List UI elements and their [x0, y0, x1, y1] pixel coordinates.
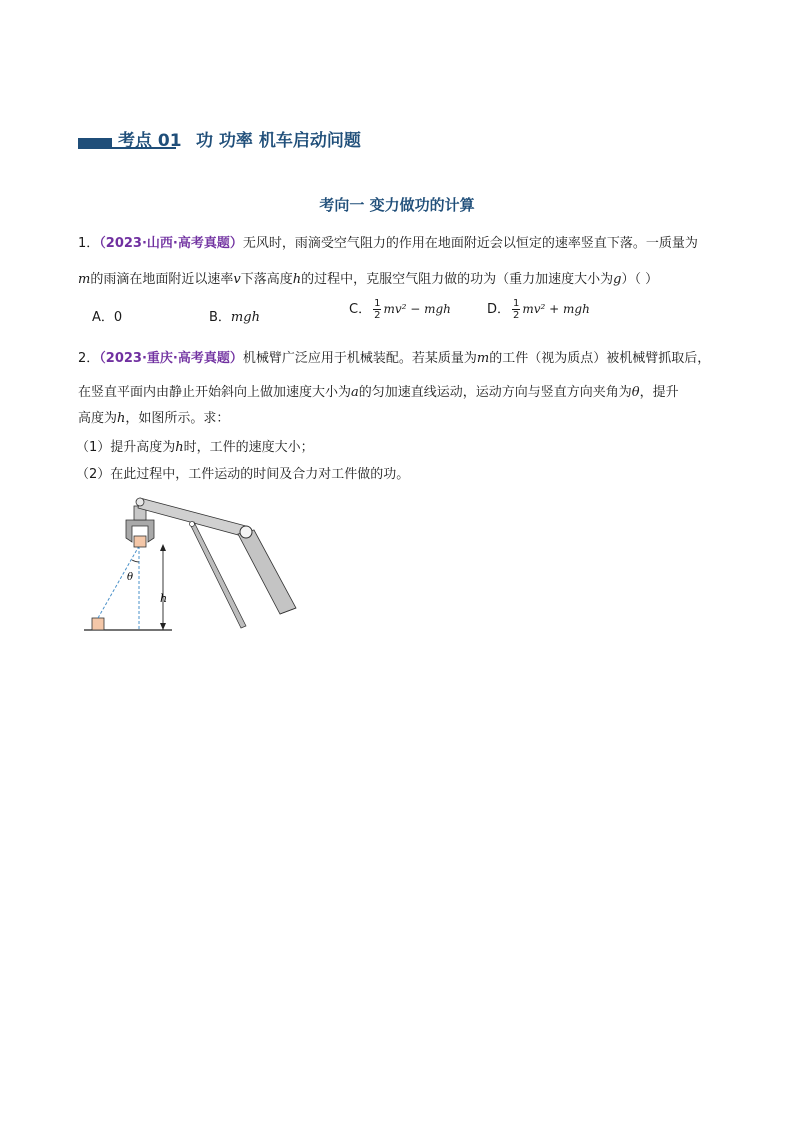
option-b-value: mgh	[230, 310, 260, 325]
var-g: g	[613, 272, 622, 287]
q2-text-2c: ，提升	[639, 385, 679, 400]
angle-arc	[132, 560, 139, 562]
option-d-value: mv² + mgh	[522, 302, 590, 316]
topic-title: 功 功率 机车启动问题	[196, 131, 361, 151]
q2-line-1	[78, 350, 728, 368]
q2-sub1-text-b: 时，工件的速度大小；	[183, 440, 314, 455]
var-h: h	[292, 272, 302, 287]
q1-text-2b: 下落高度	[240, 272, 293, 287]
q1-option-a	[92, 306, 122, 325]
q1-option-d	[487, 298, 590, 321]
q2-line-2	[78, 384, 728, 402]
theta-label: θ	[127, 572, 134, 583]
option-a-label: A．	[92, 310, 114, 325]
option-b-label: B．	[209, 310, 231, 325]
var-a: a	[351, 385, 359, 400]
q2-text-1b: 的工件（视为质点）被机械臂抓取后，	[489, 351, 711, 366]
var-h: h	[117, 411, 126, 426]
fraction-numerator: 1	[513, 298, 520, 309]
header-accent-bar	[78, 138, 112, 147]
q2-text-3a: 高度为	[78, 411, 118, 426]
q1-text-2d: ）（ ）	[621, 272, 659, 287]
q1-source: （2023·山西·高考真题）	[99, 236, 243, 251]
q1-option-c	[349, 298, 451, 321]
q2-text-3b: ，如图所示。求：	[125, 411, 230, 426]
elbow-joint	[240, 526, 252, 538]
q1-text-2c: 的过程中，克服空气阻力做的功为（重力加速度大小为	[301, 272, 614, 287]
var-h: h	[175, 440, 184, 455]
arrow-head-down	[160, 623, 166, 630]
option-c-fraction	[373, 298, 381, 321]
hydraulic-strut	[190, 522, 246, 628]
wrist-joint	[136, 498, 144, 506]
q2-line-3	[78, 410, 728, 428]
q2-sub-1	[76, 439, 726, 457]
q1-line-1	[78, 235, 728, 253]
q1-number: 1．	[78, 236, 100, 251]
section-title: 考向一 变力做功的计算	[319, 196, 475, 214]
var-m: m	[476, 351, 490, 366]
option-a-value: 0	[113, 310, 123, 325]
q1-line-2	[78, 271, 728, 289]
q2-source: （2023·重庆·高考真题）	[99, 351, 243, 366]
var-m: m	[78, 272, 91, 287]
fraction-denominator: 2	[513, 310, 520, 321]
arrow-head-up	[160, 544, 166, 551]
workpiece-lifted	[134, 536, 146, 547]
q2-sub1-text-a: （1）提升高度为	[76, 440, 176, 455]
strut-pin	[190, 522, 195, 527]
topic-number: 考点 01	[118, 131, 182, 151]
topic-header	[78, 126, 408, 152]
q2-text-2a: 在竖直平面内由静止开始斜向上做加速度大小为	[78, 385, 352, 400]
q2-sub2-text: （2）在此过程中，工件运动的时间及合力对工件做的功。	[76, 467, 410, 482]
q1-text-1: 无风时，雨滴受空气阻力的作用在地面附近会以恒定的速率竖直下落。一质量为	[242, 236, 698, 251]
lower-arm	[238, 530, 296, 614]
option-d-fraction	[512, 298, 520, 321]
q2-text-1a: 机械臂广泛应用于机械装配。若某质量为	[242, 351, 477, 366]
q2-number: 2．	[78, 351, 100, 366]
workpiece-start	[92, 618, 104, 630]
fraction-numerator: 1	[374, 298, 381, 309]
q2-sub-2	[76, 466, 726, 484]
option-c-label: C．	[349, 302, 372, 317]
fraction-denominator: 2	[374, 310, 381, 321]
option-d-label: D．	[487, 302, 511, 317]
robot-arm-figure	[82, 490, 304, 640]
option-c-value: mv² − mgh	[383, 302, 451, 316]
var-theta: θ	[631, 385, 640, 400]
q2-text-2b: 的匀加速直线运动，运动方向与竖直方向夹角为	[358, 385, 632, 400]
h-label: h	[160, 592, 168, 605]
q1-option-b	[209, 306, 260, 325]
var-v: v	[233, 272, 241, 287]
q1-text-2a: 的雨滴在地面附近以速率	[90, 272, 234, 287]
